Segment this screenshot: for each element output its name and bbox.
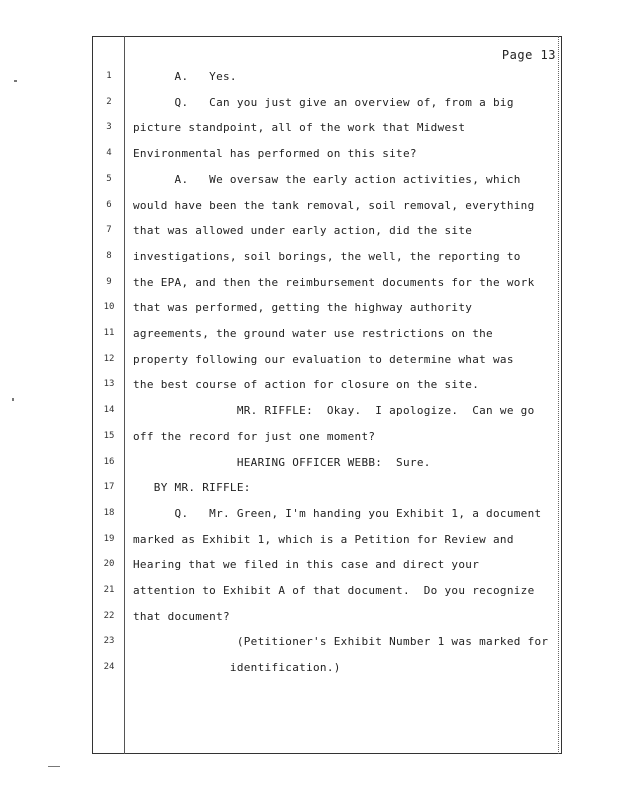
line-number: 9 <box>106 276 112 287</box>
line-number: 18 <box>103 507 115 518</box>
line-number: 13 <box>103 379 115 390</box>
line-number: 14 <box>103 405 115 416</box>
transcript-line: HEARING OFFICER WEBB: Sure. <box>133 455 431 469</box>
transcript-line: would have been the tank removal, soil removal, everything <box>133 198 535 212</box>
line-number: 12 <box>103 353 115 364</box>
line-number: 16 <box>103 456 115 467</box>
transcript-line: Environmental has performed on this site? <box>133 147 417 161</box>
line-number: 15 <box>103 430 115 441</box>
transcript-line: that was performed, getting the highway authority <box>133 301 473 315</box>
transcript-line: agreements, the ground water use restrictions on the <box>133 327 493 340</box>
scan-speck <box>12 398 14 401</box>
transcript-line: picture standpoint, all of the work that Midwest <box>133 121 466 135</box>
line-number: 19 <box>103 533 115 544</box>
line-number: 5 <box>106 173 112 184</box>
line-number: 24 <box>103 662 115 673</box>
transcript-line: property following our evaluation to determine what was <box>133 352 514 366</box>
line-number: 1 <box>106 71 112 81</box>
transcript-line: the EPA, and then the reimbursement documents for the work <box>133 275 535 289</box>
transcript-line: A. Yes. <box>133 70 237 83</box>
transcript-line: off the record for just one moment? <box>133 429 376 443</box>
line-number: 7 <box>106 225 112 236</box>
right-margin-rule <box>558 36 559 754</box>
line-number: 17 <box>103 482 115 493</box>
transcript-line: that document? <box>133 609 230 623</box>
transcript-line: marked as Exhibit 1, which is a Petition for Review and <box>133 532 514 546</box>
line-number: 20 <box>103 559 115 570</box>
transcript-line: MR. RIFFLE: Okay. I apologize. Can we go <box>133 404 535 418</box>
transcript-line: that was allowed under early action, did the site <box>133 224 473 238</box>
transcript-line: Q. Can you just give an overview of, from a big <box>133 95 514 109</box>
line-number: 6 <box>106 199 112 210</box>
transcript-line: Hearing that we filed in this case and direct your <box>133 558 480 572</box>
transcript-line: attention to Exhibit A of that document. Do you recognize <box>133 584 535 597</box>
transcript-line: Q. Mr. Green, I'm handing you Exhibit 1, a document <box>133 506 542 520</box>
line-number: 21 <box>103 585 115 595</box>
line-number: 4 <box>106 148 112 159</box>
transcript-line: identification.) <box>133 661 341 675</box>
transcript-line: investigations, soil borings, the well, the reporting to <box>133 249 521 263</box>
line-number: 2 <box>106 96 112 107</box>
line-number: 10 <box>103 302 115 313</box>
line-number: 3 <box>106 122 112 133</box>
transcript-line: (Petitioner's Exhibit Number 1 was marked for <box>133 635 549 649</box>
line-number: 22 <box>103 610 115 621</box>
line-number: 8 <box>106 250 112 261</box>
transcript-line: BY MR. RIFFLE: <box>133 481 251 495</box>
line-number: 23 <box>103 636 115 647</box>
page-number: Page 13 <box>501 48 556 62</box>
transcript-line: A. We oversaw the early action activities, which <box>133 172 521 186</box>
scan-speck <box>14 80 17 82</box>
left-margin-rule <box>124 36 125 754</box>
scan-speck <box>48 766 60 767</box>
line-number: 11 <box>103 328 115 338</box>
transcript-line: the best course of action for closure on the site. <box>133 378 480 392</box>
